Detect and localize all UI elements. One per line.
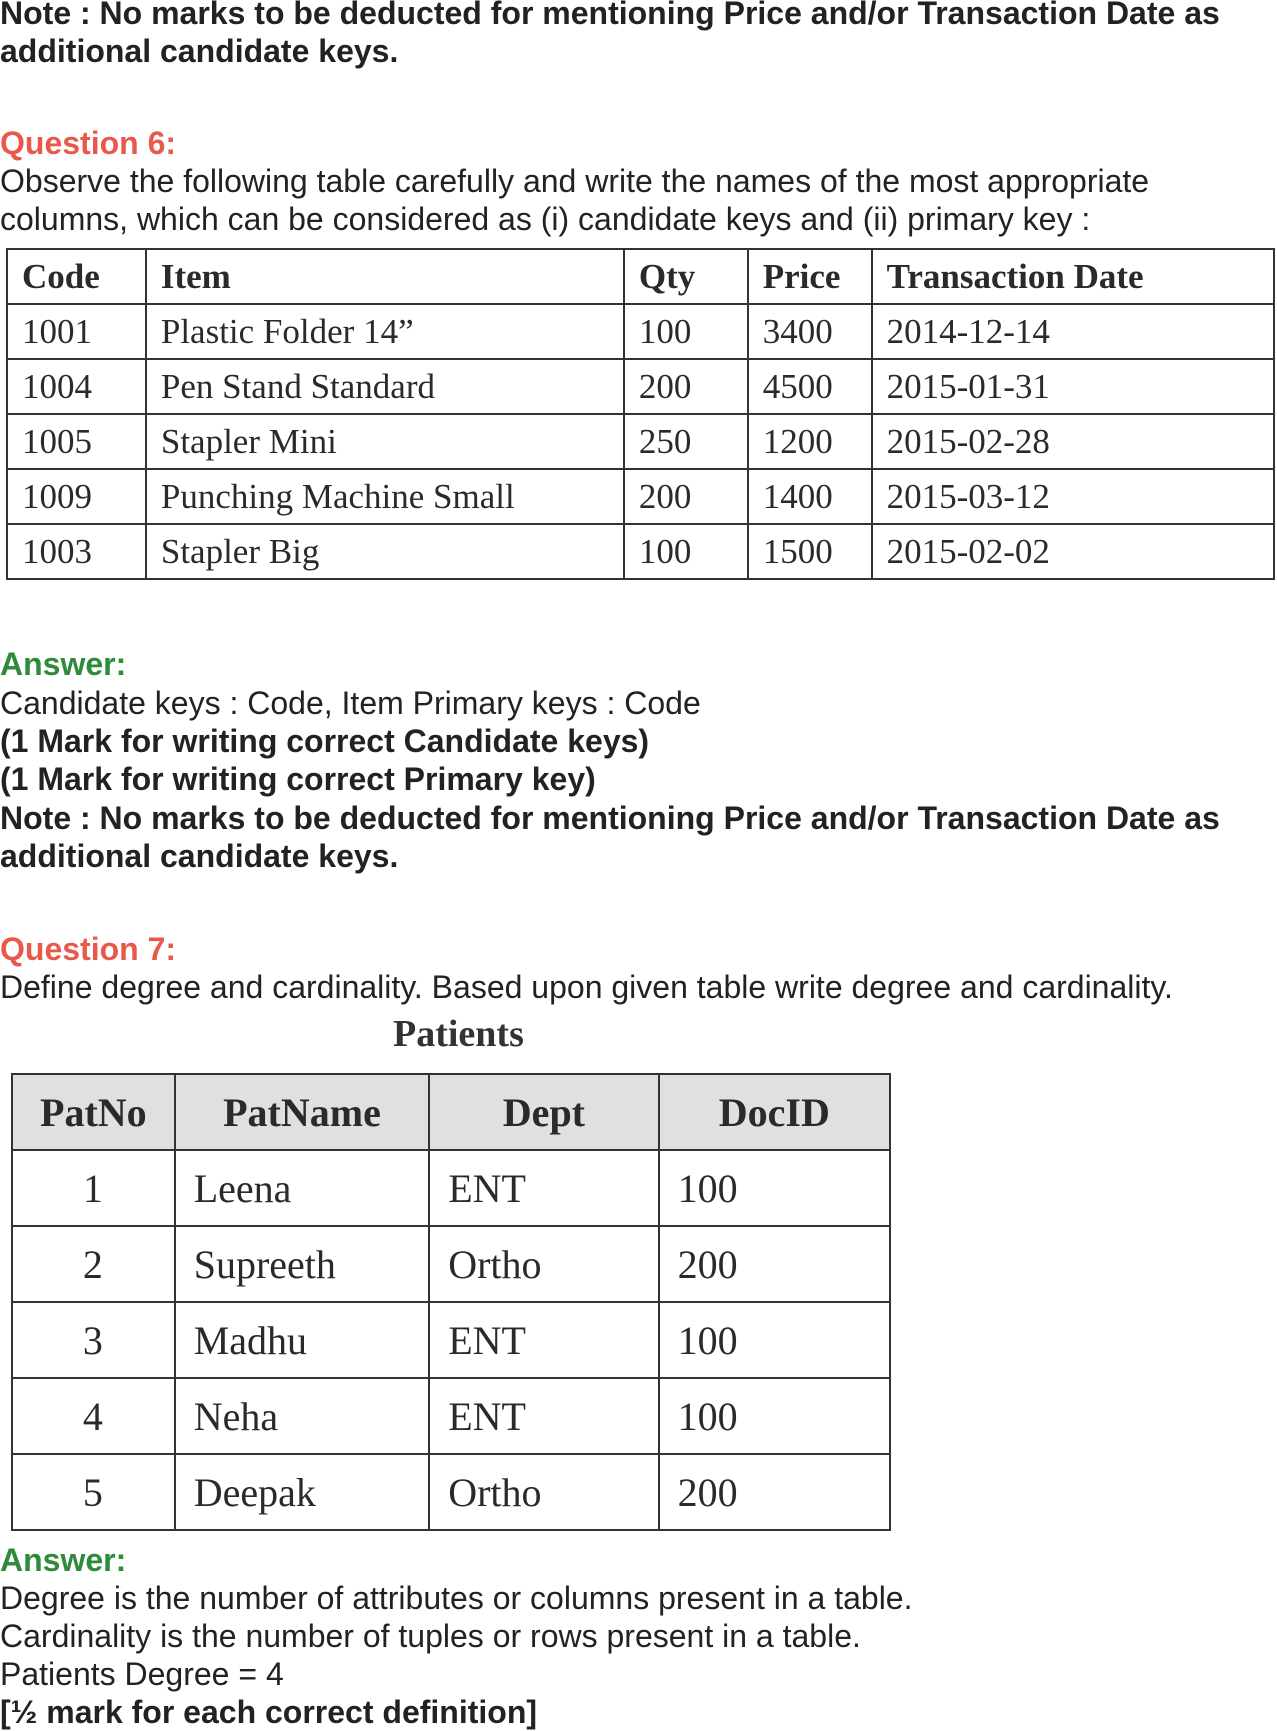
question-6-note-line-1: Note : No marks to be deducted for mentioning Price and/or Transaction Date as [0,800,1220,836]
table-row [7,359,1274,414]
question-7-text: Define degree and cardinality. Based upon given table write degree and cardinality. [0,969,1173,1005]
cell-patno: 5 [12,1454,175,1530]
table-row [12,1302,890,1378]
cell-item: Stapler Big [146,524,624,579]
table-header-row [7,249,1274,304]
cell-dept: ENT [429,1378,658,1454]
cell-docid: 100 [659,1150,890,1226]
question-6-note-line-2: additional candidate keys. [0,838,399,874]
table-row [12,1378,890,1454]
cell-code: 1003 [7,524,146,579]
cell-patname: Madhu [175,1302,430,1378]
question-6-mark-2: (1 Mark for writing correct Primary key) [0,761,596,797]
question-7-answer-line-1: Degree is the number of attributes or columns present in a table. [0,1580,913,1616]
cell-transaction-date: 2015-02-02 [872,524,1274,579]
cell-dept: ENT [429,1302,658,1378]
table-row [12,1226,890,1302]
patients-table [11,1073,891,1531]
cell-qty: 100 [624,304,748,359]
table-row [12,1454,890,1530]
table-row [7,469,1274,524]
cell-patname: Leena [175,1150,430,1226]
cell-patname: Neha [175,1378,430,1454]
cell-transaction-date: 2015-01-31 [872,359,1274,414]
cell-qty: 200 [624,469,748,524]
cell-patno: 3 [12,1302,175,1378]
column-header-patname: PatName [175,1074,430,1150]
question-7-answer-heading: Answer: [0,1542,127,1578]
cell-transaction-date: 2015-03-12 [872,469,1274,524]
cell-docid: 100 [659,1378,890,1454]
column-header-patno: PatNo [12,1074,175,1150]
table-row [12,1150,890,1226]
question-6-text-line-1: Observe the following table carefully and write the names of the most appropriate [0,163,1150,199]
cell-item: Punching Machine Small [146,469,624,524]
cell-price: 1200 [748,414,872,469]
cell-transaction-date: 2014-12-14 [872,304,1274,359]
column-header-price: Price [748,249,872,304]
cell-code: 1001 [7,304,146,359]
cell-item: Stapler Mini [146,414,624,469]
question-6-answer-heading: Answer: [0,646,127,682]
top-note-line-1: Note : No marks to be deducted for mentioning Price and/or Transaction Date as [0,0,1220,31]
cell-item: Pen Stand Standard [146,359,624,414]
cell-patname: Deepak [175,1454,430,1530]
cell-price: 3400 [748,304,872,359]
cell-dept: Ortho [429,1454,658,1530]
question-6-heading: Question 6: [0,125,177,161]
question-7-mark: [½ mark for each correct definition] [0,1694,538,1730]
question-7-answer-line-3: Patients Degree = 4 [0,1656,284,1692]
cell-price: 1500 [748,524,872,579]
column-header-item: Item [146,249,624,304]
cell-code: 1005 [7,414,146,469]
column-header-qty: Qty [624,249,748,304]
cell-dept: ENT [429,1150,658,1226]
question-6-mark-1: (1 Mark for writing correct Candidate keys) [0,723,650,759]
cell-patname: Supreeth [175,1226,430,1302]
cell-qty: 250 [624,414,748,469]
column-header-transaction-date: Transaction Date [872,249,1274,304]
cell-docid: 200 [659,1226,890,1302]
column-header-code: Code [7,249,146,304]
cell-patno: 2 [12,1226,175,1302]
cell-qty: 100 [624,524,748,579]
table-header-row [12,1074,890,1150]
cell-qty: 200 [624,359,748,414]
patients-table-caption: Patients [393,1013,524,1055]
cell-docid: 200 [659,1454,890,1530]
cell-price: 4500 [748,359,872,414]
cell-dept: Ortho [429,1226,658,1302]
cell-patno: 1 [12,1150,175,1226]
top-note-line-2: additional candidate keys. [0,33,399,69]
table-row [7,414,1274,469]
cell-code: 1009 [7,469,146,524]
cell-transaction-date: 2015-02-28 [872,414,1274,469]
question-7-heading: Question 7: [0,931,177,967]
cell-price: 1400 [748,469,872,524]
table-row [7,304,1274,359]
products-table [6,248,1275,580]
column-header-docid: DocID [659,1074,890,1150]
question-6-text-line-2: columns, which can be considered as (i) candidate keys and (ii) primary key : [0,201,1091,237]
cell-code: 1004 [7,359,146,414]
table-row [7,524,1274,579]
cell-docid: 100 [659,1302,890,1378]
cell-patno: 4 [12,1378,175,1454]
cell-item: Plastic Folder 14” [146,304,624,359]
question-7-answer-line-2: Cardinality is the number of tuples or rows present in a table. [0,1618,861,1654]
column-header-dept: Dept [429,1074,658,1150]
question-6-answer-line-1: Candidate keys : Code, Item Primary keys : Code [0,685,701,721]
